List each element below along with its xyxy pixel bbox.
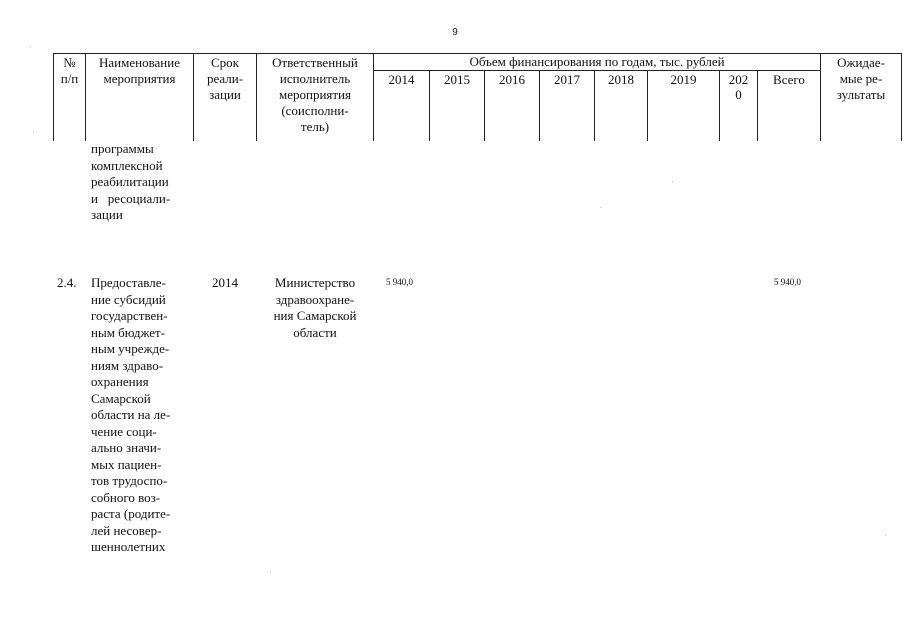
header-total: Всего [773, 72, 805, 87]
header-year-2019: 2019 [670, 72, 697, 87]
scan-speck [885, 535, 886, 536]
header-year-2015: 2015 [444, 72, 470, 87]
scan-speck [30, 46, 31, 47]
header-year-2017: 2017 [554, 72, 580, 87]
header-funding-title: Объем финансирования по годам, тыс. рублей [469, 54, 725, 69]
col-border [901, 53, 902, 141]
row-2-4-value-total: 5 940,0 [774, 277, 801, 287]
header-name: Наименование мероприятия [99, 55, 180, 86]
row-2-4-responsible: Министерство здравоохране- ния Самарской области [273, 275, 357, 340]
row-2-4-value-2014: 5 940,0 [386, 277, 413, 287]
header-year-2020: 202 0 [728, 72, 749, 102]
header-term: Срок реали- зации [206, 55, 244, 102]
header-year-2016: 2016 [499, 72, 525, 87]
row-2-4-term: 2014 [212, 275, 238, 290]
header-responsible: Ответственный исполнитель мероприятия (соисполни- тель) [272, 55, 358, 134]
page-number: 9 [452, 27, 458, 38]
row-continuation-name: программы комплексной реабилитации и ресоциали- зации [91, 141, 171, 222]
scan-speck [672, 181, 673, 182]
row-2-4-number: 2.4. [57, 275, 77, 290]
header-year-2018: 2018 [608, 72, 634, 87]
scan-speck [600, 207, 601, 208]
funding-subheader-border [373, 70, 820, 71]
scan-speck [33, 131, 34, 132]
header-year-2014: 2014 [388, 72, 415, 87]
scan-speck [270, 572, 271, 573]
row-2-4-name: Предоставле- ние субсидий государствен- ным бюджет- ным учрежде- ниям здраво- охранения Самарской области на ле- чение соци- ально значи- мых пациен- тов трудоспо- собного воз- раста (родите- лей несовер- шеннолетних [91, 275, 171, 554]
header-expected-results: Ожидае- мые ре- зультаты [836, 55, 886, 102]
header-num: № п/п [60, 55, 79, 86]
